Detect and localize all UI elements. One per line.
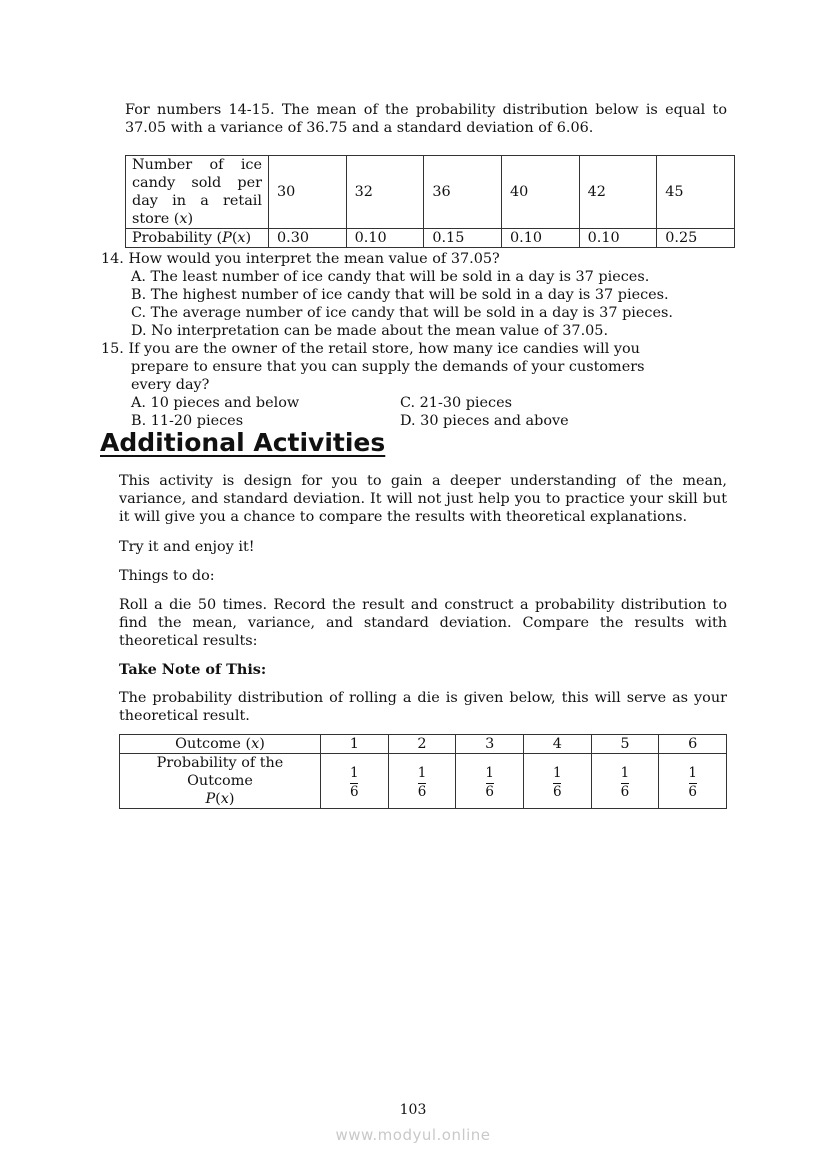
numerator: 1	[688, 764, 697, 781]
intro-line-2: 37.05 with a variance of 36.75 and a standard deviation of 6.06.	[125, 120, 594, 136]
outcome-cell: 6	[659, 735, 727, 754]
outcome-cell: 1	[321, 735, 389, 754]
question-15-stem-line: 15. If you are the owner of the retail store, how many ice candies will you	[101, 341, 640, 357]
probability-label-line: 𝑃(𝑥)	[205, 791, 235, 807]
probability-cell: 0.10	[501, 229, 579, 248]
watermark: www.modyul.online	[335, 1126, 491, 1144]
question-15-stem-line: every day?	[131, 377, 210, 393]
outcome-cell: 4	[523, 735, 591, 754]
denominator: 6	[688, 783, 697, 800]
probability-label-cell: Probability (𝑃(𝑥)	[126, 229, 269, 248]
activity-paragraph-4: Roll a die 50 times. Record the result and construct a probability distribution to find the mean, variance, and standard deviation. Compare the results with theoretical results:	[119, 597, 727, 649]
probability-label-line: Outcome	[187, 773, 253, 789]
question-14-option-c: C. The average number of ice candy that will be sold in a day is 37 pieces.	[131, 305, 673, 321]
activity-paragraph-3: Things to do:	[119, 568, 215, 584]
question-15-option-c: C. 21-30 pieces	[400, 395, 512, 411]
outcome-cell: 2	[388, 735, 456, 754]
intro-line-1: For numbers 14-15. The mean of the probability distribution below is equal to	[125, 102, 727, 118]
table-row	[126, 229, 735, 248]
ice-candy-table	[125, 155, 735, 248]
probability-cell: 0.30	[269, 229, 347, 248]
question-14-option-a: A. The least number of ice candy that will be sold in a day is 37 pieces.	[131, 269, 650, 285]
numerator: 1	[620, 764, 630, 781]
probability-cell	[321, 754, 389, 809]
denominator: 6	[350, 783, 359, 800]
probability-cell	[523, 754, 591, 809]
denominator: 6	[620, 783, 630, 800]
x-header-line: Number of ice	[132, 157, 262, 173]
denominator: 6	[485, 783, 494, 800]
probability-cell	[456, 754, 524, 809]
fraction	[688, 764, 697, 800]
probability-cell	[659, 754, 727, 809]
probability-cell	[388, 754, 456, 809]
x-header-line: store (𝑥)	[132, 211, 194, 227]
question-14-option-b: B. The highest number of ice candy that will be sold in a day is 37 pieces.	[131, 287, 669, 303]
x-value-cell: 32	[346, 156, 424, 229]
question-15-option-a: A. 10 pieces and below	[131, 395, 300, 411]
x-header-line: candy sold per	[132, 175, 262, 191]
activity-paragraph-2: Try it and enjoy it!	[119, 539, 255, 555]
section-title: Additional Activities	[100, 428, 386, 457]
fraction	[620, 764, 630, 800]
fraction	[417, 764, 427, 800]
table-row	[126, 156, 735, 229]
activity-paragraph-1: This activity is design for you to gain a deeper understanding of the mean, variance, and standard deviation. It will not just help you to practice your skill but it will give you a chance to compare the results with theoretical explanations.	[119, 473, 727, 525]
probability-cell	[591, 754, 659, 809]
x-value-cell: 42	[579, 156, 657, 229]
intro-paragraph	[125, 101, 727, 137]
numerator: 1	[417, 764, 427, 781]
probability-label-cell	[120, 754, 321, 809]
question-15-stem-line: prepare to ensure that you can supply the demands of your customers	[131, 359, 645, 375]
outcome-cell: 3	[456, 735, 524, 754]
x-header-cell	[126, 156, 269, 229]
numerator: 1	[350, 764, 359, 781]
numerator: 1	[485, 764, 494, 781]
outcome-cell: 5	[591, 735, 659, 754]
probability-cell: 0.15	[424, 229, 502, 248]
probability-cell: 0.25	[657, 229, 735, 248]
probability-cell: 0.10	[579, 229, 657, 248]
fraction	[485, 764, 494, 800]
table-row	[120, 754, 727, 809]
probability-label-line: Probability of the	[156, 755, 284, 771]
x-value-cell: 36	[424, 156, 502, 229]
fraction	[553, 764, 562, 800]
die-probability-table	[119, 734, 727, 809]
activity-paragraph-5: The probability distribution of rolling a die is given below, this will serve as your theoretical result.	[119, 690, 727, 724]
denominator: 6	[553, 783, 562, 800]
question-14-stem: 14. How would you interpret the mean value of 37.05?	[101, 251, 500, 267]
denominator: 6	[417, 783, 427, 800]
page-number: 103	[399, 1102, 427, 1118]
note-title: Take Note of This:	[119, 661, 267, 678]
table-row	[120, 735, 727, 754]
numerator: 1	[553, 764, 562, 781]
x-value-cell: 40	[501, 156, 579, 229]
fraction	[350, 764, 359, 800]
outcome-label-cell: Outcome (𝑥)	[120, 735, 321, 754]
x-header-line: day in a retail	[132, 193, 262, 209]
question-15-option-b: B. 11-20 pieces	[131, 413, 244, 429]
question-15-option-d: D. 30 pieces and above	[400, 413, 569, 429]
x-value-cell: 45	[657, 156, 735, 229]
x-value-cell: 30	[269, 156, 347, 229]
question-14-option-d: D. No interpretation can be made about the mean value of 37.05.	[131, 323, 609, 339]
probability-cell: 0.10	[346, 229, 424, 248]
